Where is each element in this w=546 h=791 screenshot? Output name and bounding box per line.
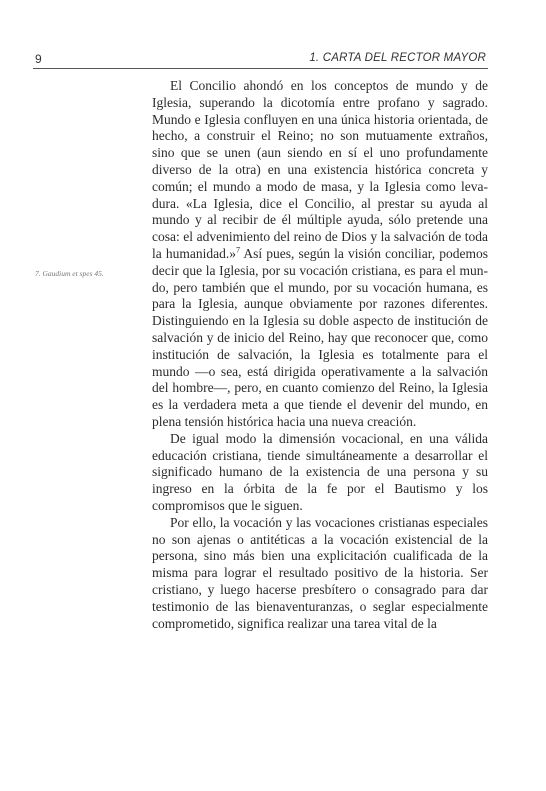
footnote-reference: 7 xyxy=(235,245,240,255)
page-number: 9 xyxy=(35,52,42,66)
paragraph-2: De igual modo la dimensión vocacional, en una válida educación cristiana, tiende simultáneamente a desarrollar el significado humano de la existencia de una persona y su ingreso en la órbita de la fe por el Bautismo y los compromisos que le siguen. xyxy=(152,430,488,513)
paragraph-1-part-b: Así pues, según la visión conciliar, podemos decir que la Iglesia, por su vocación cristiana, es para el mundo, pero también que el mundo, por su vocación humana, es para la Iglesia, aunque obviamente por razones diferentes. Distinguiendo en la Iglesia su doble aspecto de institución de salvación y de inicio del Reino, hay que reconocer que, como institución de salvación, la Iglesia es totalmente para el mundo —o sea, está dirigida operativamente a la salvación del hombre—, pero, en cuanto comienzo del Reino, la Iglesia es la verdadera meta a que tiende el devenir del mundo, en plena tensión histórica hacia una nueva creación. xyxy=(152,245,488,429)
paragraph-3: Por ello, la vocación y las vocaciones cristianas especiales no son ajenas o antitéticas a la vocación existencial de la persona, sino más bien una explicitación cualificada de la misma para lograr el resultado positivo de la historia. Ser cristiano, y luego hacerse presbítero o consagrado para dar testimonio de las bienaventuranzas, o seglar especialmente comprometido, significa realizar una tarea vital de la xyxy=(152,514,488,631)
footnote: 7. Gaudium et spes 45. xyxy=(35,269,104,278)
paragraph-1-part-a: El Concilio ahondó en los conceptos de mundo y de Iglesia, superando la dicotomía entre profano y sagrado. Mundo e Iglesia confluyen en una única historia orientada, de hecho, a construir el Reino; no son mutuamente extraños, sino que se unen (aun siendo en sí el uno profundamente diverso de la otra) en una existencia histórica concreta y común; el mundo a modo de masa, y la Iglesia como levadura. «La Iglesia, dice el Concilio, al prestar su ayuda al mundo y al recibir de él múltiple ayuda, sólo pretende una cosa: el advenimiento del reino de Dios y la salvación de toda la humanidad.» xyxy=(152,78,488,261)
body-text xyxy=(152,78,488,632)
paragraph-1 xyxy=(152,78,488,431)
running-header: 1. CARTA DEL RECTOR MAYOR xyxy=(309,52,486,64)
header-rule xyxy=(33,68,488,69)
